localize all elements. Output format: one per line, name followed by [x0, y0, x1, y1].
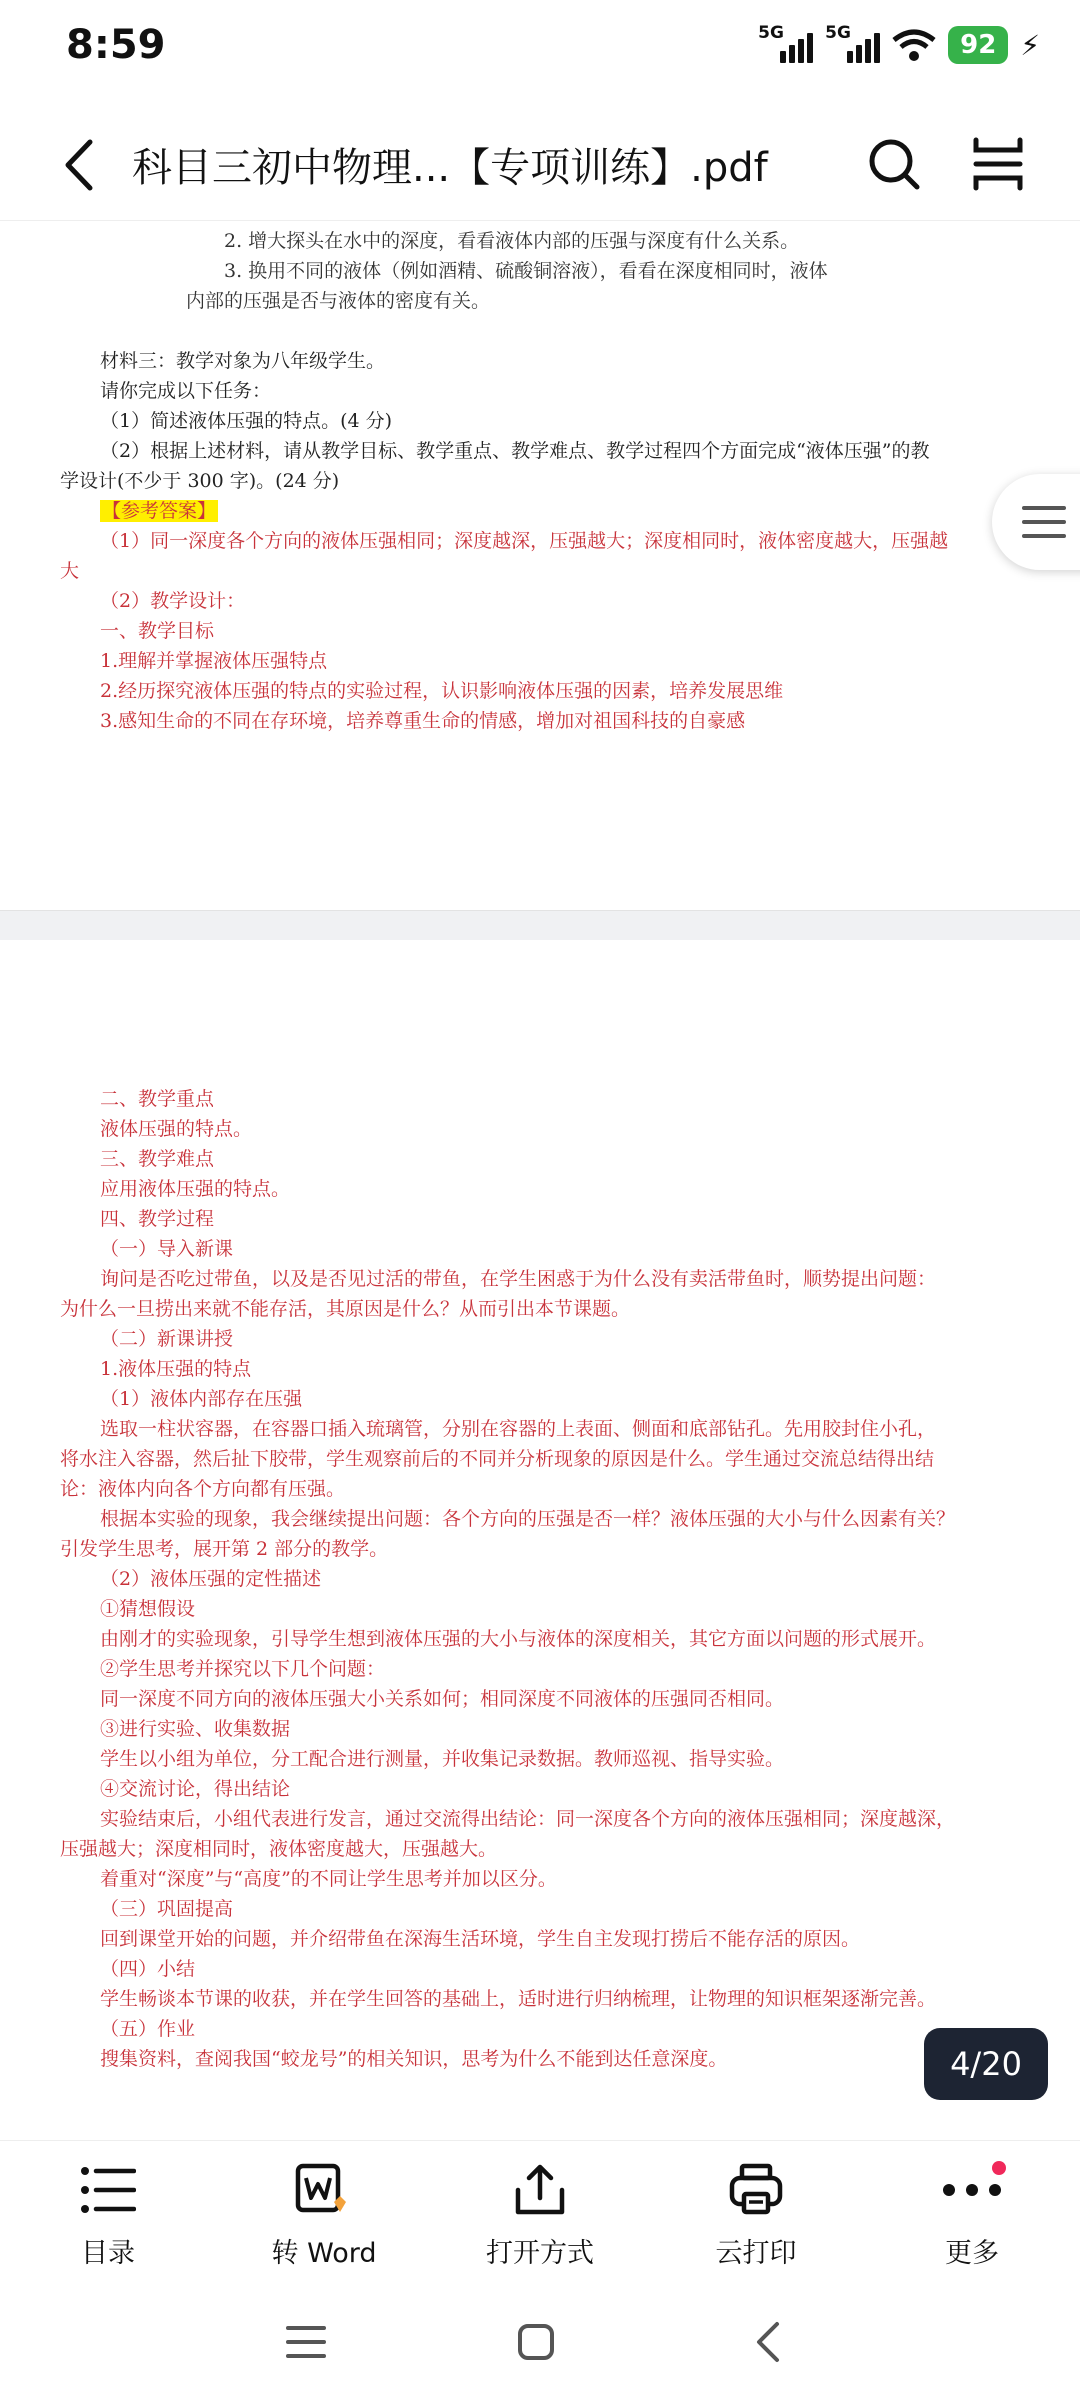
list-icon — [28, 2157, 188, 2223]
text-line: 学生以小组为单位，分工配合进行测量，并收集记录数据。教师巡视、指导实验。 — [100, 1748, 785, 1770]
text-line: ③进行实验、收集数据 — [100, 1718, 291, 1740]
text-line: 压强越大；深度相同时，液体密度越大，压强越大。 — [60, 1838, 498, 1860]
text-line: 为什么一旦捞出来就不能存活，其原因是什么？从而引出本节课题。 — [60, 1298, 631, 1320]
hamburger-icon-line — [1022, 534, 1066, 538]
back-arrow-icon — [56, 138, 106, 192]
page-separator — [0, 910, 1080, 941]
text-line: ④交流讨论，得出结论 — [100, 1778, 291, 1800]
text-line: 根据本实验的现象，我会继续提出问题：各个方向的压强是否一样？液体压强的大小与什么因素有关？ — [100, 1508, 956, 1530]
text-line: 1.液体压强的特点 — [100, 1358, 252, 1380]
home-icon — [516, 2322, 556, 2362]
word-convert-icon — [244, 2157, 404, 2223]
text-line: 选取一柱状容器，在容器口插入琉璃管，分别在容器的上表面、侧面和底部钻孔。先用胶封住小孔， — [100, 1418, 937, 1440]
status-bar — [0, 0, 1080, 100]
answer-heading-label: 【参考答案】 — [102, 500, 217, 522]
toolbar-open-with-button[interactable] — [460, 2157, 620, 2270]
text-line: 论：液体内向各个方向都有压强。 — [60, 1478, 346, 1500]
status-icons — [758, 23, 1040, 64]
text-line: 由刚才的实验现象，引导学生想到液体压强的大小与液体的深度相关，其它方面以问题的形式展开。 — [100, 1628, 937, 1650]
page-view-icon — [970, 136, 1026, 192]
recents-button[interactable] — [276, 2312, 336, 2372]
text-line: 材料三：教学对象为八年级学生。 — [100, 350, 386, 372]
text-line: （1）同一深度各个方向的液体压强相同；深度越深，压强越大；深度相同时，液体密度越大，压强越 — [100, 530, 949, 552]
pdf-page-4 — [0, 940, 1080, 2140]
text-line: （四）小结 — [100, 1958, 196, 1980]
text-line: 三、教学难点 — [100, 1148, 215, 1170]
text-line: 2.经历探究液体压强的特点的实验过程，认识影响液体压强的因素，培养发展思维 — [100, 680, 784, 702]
toolbar-label: 打开方式 — [486, 2238, 594, 2269]
text-line: 实验结束后，小组代表进行发言，通过交流得出结论：同一深度各个方向的液体压强相同；深度越深， — [100, 1808, 956, 1830]
signal-icon — [758, 23, 813, 63]
text-line: 内部的压强是否与液体的密度有关。 — [186, 290, 491, 312]
hamburger-icon-line — [1022, 520, 1066, 524]
text-line: 回到课堂开始的问题，并介绍带鱼在深海生活环境，学生自主发现打捞后不能存活的原因。 — [100, 1928, 861, 1950]
answer-heading — [100, 496, 218, 523]
back-button[interactable] — [56, 138, 106, 192]
text-line: （2）教学设计： — [100, 590, 246, 612]
text-line: 搜集资料，查阅我国“蛟龙号”的相关知识，思考为什么不能到达任意深度。 — [100, 2048, 728, 2070]
home-button[interactable] — [506, 2312, 566, 2372]
back-icon — [753, 2320, 783, 2364]
text-line: （2）液体压强的定性描述 — [100, 1568, 322, 1590]
search-icon — [866, 136, 922, 192]
toolbar-cloud-print-button[interactable] — [676, 2157, 836, 2270]
toolbar-more-button[interactable] — [892, 2157, 1052, 2270]
text-line: 着重对“深度”与“高度”的不同让学生思考并加以区分。 — [100, 1868, 557, 1890]
toolbar-label: 云打印 — [715, 2238, 797, 2269]
text-line: 学设计(不少于 300 字)。(24 分) — [60, 470, 340, 492]
toolbar-word-button[interactable] — [244, 2157, 404, 2270]
signal-label: 5G — [758, 23, 784, 43]
text-line: 引发学生思考，展开第 2 部分的教学。 — [60, 1538, 389, 1560]
search-button[interactable] — [866, 136, 922, 192]
text-line: （五）作业 — [100, 2018, 196, 2040]
system-back-button[interactable] — [738, 2312, 798, 2372]
text-line: 大 — [60, 560, 80, 582]
view-mode-button[interactable] — [970, 136, 1026, 192]
text-line: 请你完成以下任务： — [100, 380, 272, 402]
text-line: 2. 增大探头在水中的深度，看看液体内部的压强与深度有什么关系。 — [224, 230, 800, 252]
text-line: 四、教学过程 — [100, 1208, 215, 1230]
text-line: 学生畅谈本节课的收获，并在学生回答的基础上，适时进行归纳梳理，让物理的知识框架逐渐完善。 — [100, 1988, 937, 2010]
notification-dot — [992, 2161, 1006, 2175]
text-line: （2）根据上述材料，请从教学目标、教学重点、教学难点、教学过程四个方面完成“液体压强”的教 — [100, 440, 930, 462]
text-line: 3.感知生命的不同在存环境，培养尊重生命的情感，增加对祖国科技的自豪感 — [100, 710, 746, 732]
printer-icon — [676, 2157, 836, 2223]
text-line: （1）液体内部存在压强 — [100, 1388, 303, 1410]
signal-label-2: 5G — [825, 23, 851, 43]
battery-indicator: 92 — [948, 26, 1008, 64]
pdf-page-3 — [0, 222, 1080, 910]
text-line: ①猜想假设 — [100, 1598, 196, 1620]
share-icon — [460, 2157, 620, 2223]
toolbar-label: 目录 — [81, 2238, 135, 2269]
text-line: ②学生思考并探究以下几个问题： — [100, 1658, 386, 1680]
text-line: 将水注入容器，然后扯下胶带，学生观察前后的不同并分析现象的原因是什么。学生通过交流总结得出结 — [60, 1448, 935, 1470]
charging-icon: ⚡ — [1020, 28, 1040, 62]
text-line: （1）简述液体压强的特点。(4 分) — [100, 410, 393, 432]
page-indicator: 4/20 — [924, 2028, 1048, 2100]
text-line: 二、教学重点 — [100, 1088, 215, 1110]
signal-icon-2 — [825, 23, 880, 63]
text-line: 3. 换用不同的液体（例如酒精、硫酸铜溶液），看看在深度相同时，液体 — [224, 260, 828, 282]
text-line: 一、教学目标 — [100, 620, 215, 642]
document-title: 科目三初中物理...【专项训练】.pdf — [132, 145, 768, 191]
text-line: （三）巩固提高 — [100, 1898, 234, 1920]
more-icon — [892, 2157, 1052, 2223]
text-line: 询问是否吃过带鱼，以及是否见过活的带鱼，在学生困惑于为什么没有卖活带鱼时，顺势提出问题： — [100, 1268, 937, 1290]
wifi-icon — [892, 28, 936, 62]
title-bar — [0, 110, 1080, 221]
text-line: 液体压强的特点。 — [100, 1118, 253, 1140]
recents-icon — [286, 2324, 326, 2360]
toolbar-label: 更多 — [945, 2238, 999, 2269]
hamburger-icon — [1022, 506, 1066, 510]
toolbar-label: 转 Word — [271, 2238, 377, 2269]
bottom-toolbar — [0, 2140, 1080, 2291]
status-time: 8:59 — [66, 22, 166, 68]
text-line: （一）导入新课 — [100, 1238, 234, 1260]
system-navigation-bar — [0, 2290, 1080, 2401]
text-line: （二）新课讲授 — [100, 1328, 234, 1350]
text-line: 应用液体压强的特点。 — [100, 1178, 291, 1200]
floating-menu-button[interactable] — [992, 474, 1080, 570]
text-line: 1.理解并掌握液体压强特点 — [100, 650, 328, 672]
text-line: 同一深度不同方向的液体压强大小关系如何；相同深度不同液体的压强同否相同。 — [100, 1688, 785, 1710]
toolbar-contents-button[interactable] — [28, 2157, 188, 2270]
